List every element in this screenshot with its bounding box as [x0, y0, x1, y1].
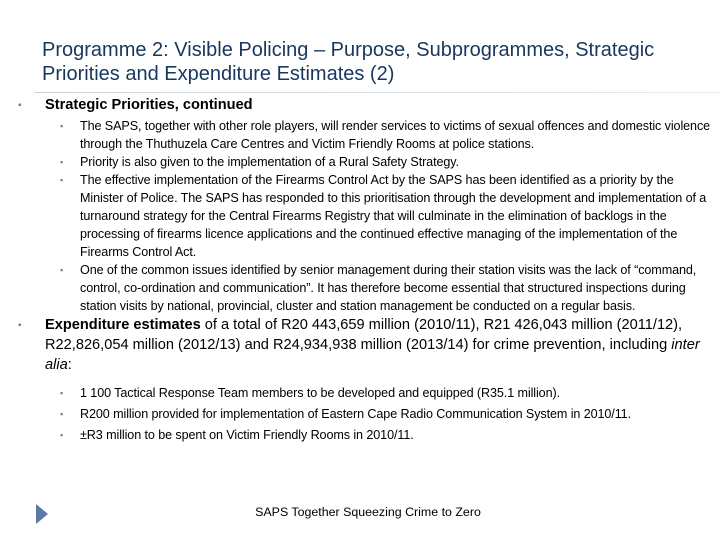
list-item-text: ±R3 million to be spent on Victim Friendly Rooms in 2010/11. — [80, 428, 414, 442]
slide-footer: SAPS Together Squeezing Crime to Zero — [255, 505, 481, 519]
list-item — [18, 426, 720, 444]
list-item-text: R200 million provided for implementation of Eastern Cape Radio Communication System in 2010/11. — [80, 407, 631, 421]
list-item — [18, 153, 720, 171]
section-italic-text: inter alia — [45, 337, 700, 373]
section-heading: Strategic Priorities, continued — [45, 97, 253, 113]
slide-title: Programme 2: Visible Policing – Purpose, Subprogrammes, Strategic Priorities and Expenditure Estimates (2) — [42, 39, 655, 85]
list-item — [18, 171, 720, 261]
list-item — [18, 384, 720, 402]
section-strategic-priorities — [18, 95, 720, 115]
bullet-icon: ▪ — [60, 175, 64, 185]
expenditure-list — [18, 384, 720, 444]
bullet-icon: ▪ — [60, 388, 64, 398]
slide-content — [18, 95, 720, 444]
list-item-text: One of the common issues identified by senior management during their station visits was the lack of “command, control, co-ordination and communication”. It has therefore become essential that structured inspections during station visits by national, provincial, cluster and station management be conducted on a regular basis. — [80, 263, 697, 313]
list-item-text: The SAPS, together with other role players, will render services to victims of sexual offences and domestic violence through the Thuthuzela Care Centres and Victim Friendly Rooms at police stations. — [80, 119, 711, 151]
bullet-icon: ▪ — [18, 320, 22, 331]
bullet-icon: ▪ — [60, 409, 64, 419]
list-item — [18, 117, 720, 153]
list-item — [18, 405, 720, 423]
section-body-punct: : — [67, 357, 72, 373]
list-item-text: Priority is also given to the implementation of a Rural Safety Strategy. — [80, 155, 459, 169]
bullet-icon: ▪ — [60, 430, 64, 440]
list-item — [18, 261, 720, 315]
bullet-icon: ▪ — [18, 100, 22, 111]
title-divider — [34, 92, 720, 93]
section-expenditure-estimates — [18, 315, 720, 375]
list-item-text: The effective implementation of the Firearms Control Act by the SAPS has been identified as a priority by the Minister of Police. The SAPS has responded to this prioritisation through the development and implementation of a turnaround strategy for the Central Firearms Registry that will culminate in the elimination of backlogs in the processing of firearms licence applications and the continued effective managing of the implementation of the Firearms Control Act. — [80, 173, 707, 259]
bullet-icon: ▪ — [60, 121, 64, 131]
bullet-icon: ▪ — [60, 157, 64, 167]
section-body-text: of a total of R20 443,659 million (2010/11), R21 426,043 million (2011/12), R22,826,054 million (2012/13) and R24,934,938 million (2013/14) for crime prevention, including — [45, 317, 683, 353]
list-item-text: 1 100 Tactical Response Team members to be developed and equipped (R35.1 million). — [80, 386, 560, 400]
section-heading: Expenditure estimates — [45, 317, 201, 333]
bullet-icon: ▪ — [60, 265, 64, 275]
strategic-priorities-list — [18, 117, 720, 315]
